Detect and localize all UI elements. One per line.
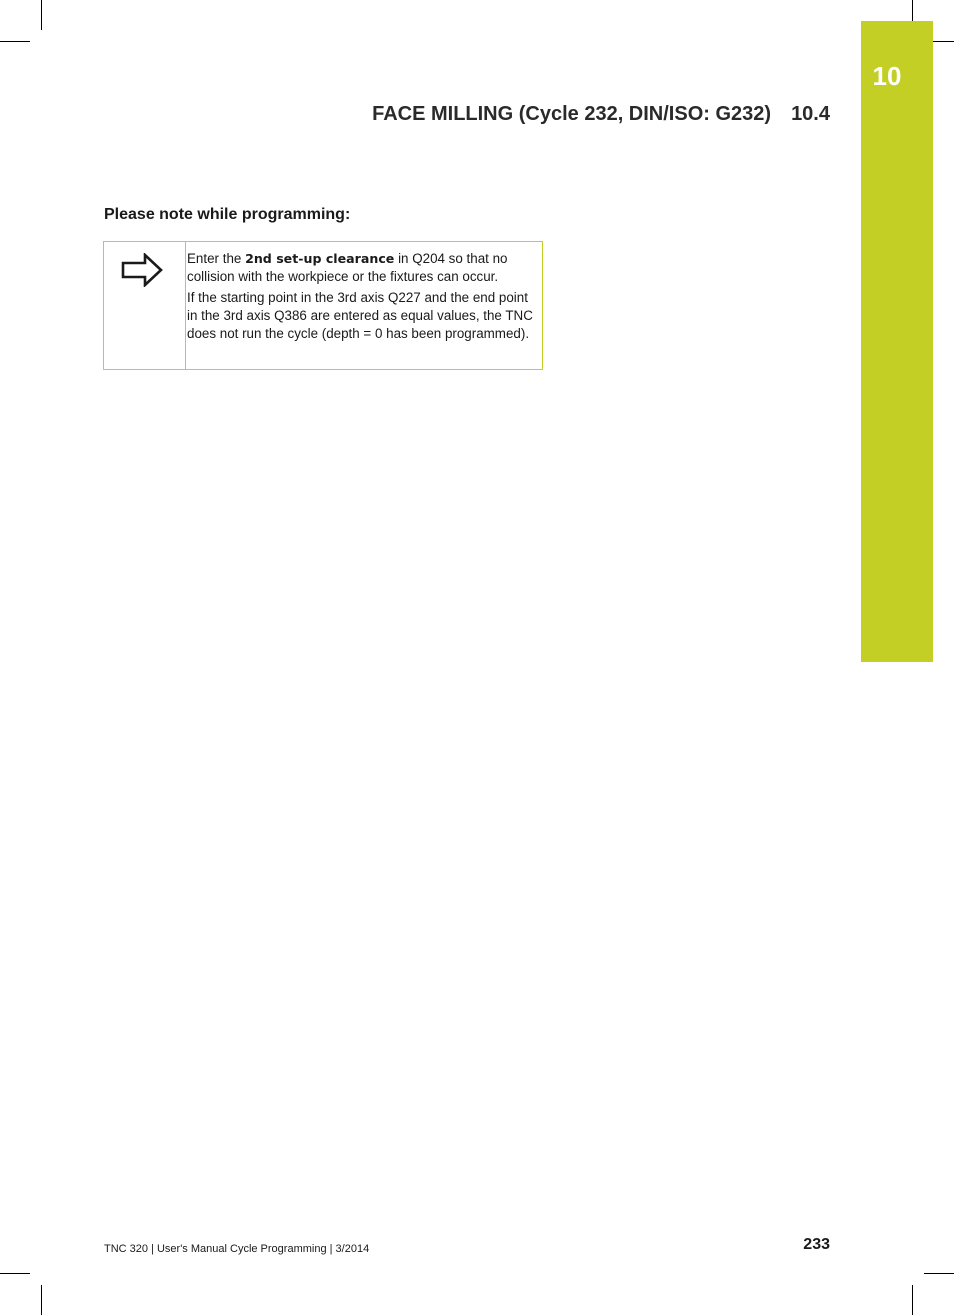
header-title: FACE MILLING (Cycle 232, DIN/ISO: G232) — [372, 103, 772, 125]
crop-mark — [924, 1273, 954, 1274]
header-section-number: 10.4 — [791, 103, 830, 125]
chapter-tab — [861, 21, 933, 662]
chapter-number: 10 — [872, 61, 902, 91]
note-text-part: Enter the — [187, 251, 246, 266]
note-paragraph: If the starting point in the 3rd axis Q227 and the end point in the 3rd axis Q386 are entered as equal values, the TNC does not run the cycle (depth = 0 has been programmed). — [187, 290, 533, 341]
crop-mark — [0, 41, 30, 42]
note-text — [187, 250, 539, 346]
note-paragraph — [187, 250, 539, 286]
running-header — [300, 103, 830, 126]
footer-text: TNC 320 | User's Manual Cycle Programming | 3/2014 — [104, 1243, 370, 1255]
note-text-part: in Q204 so that no collision with the workpiece or the fixtures can occur. — [187, 251, 508, 284]
crop-mark — [41, 0, 42, 30]
crop-mark — [912, 1285, 913, 1315]
arrow-right-icon — [121, 253, 163, 287]
crop-mark — [0, 1273, 30, 1274]
section-heading: Please note while programming: — [104, 206, 351, 223]
crop-mark — [41, 1285, 42, 1315]
note-box — [103, 241, 543, 370]
page-number: 233 — [803, 1236, 830, 1253]
note-divider — [185, 242, 186, 369]
note-emphasis: 2nd set-up clearance — [245, 251, 395, 266]
